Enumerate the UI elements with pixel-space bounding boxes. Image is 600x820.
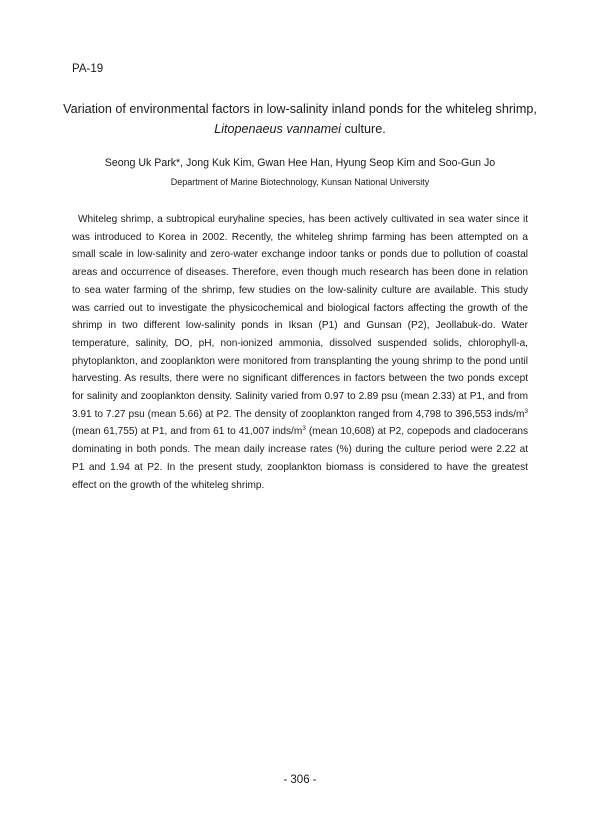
abstract-text-2: (mean 61,755) at P1, and from 61 to 41,007 inds/m	[72, 426, 303, 438]
title-text-end: culture.	[344, 122, 386, 136]
title-text: Variation of environmental factors in low-salinity inland ponds for the whiteleg shrimp,	[63, 102, 537, 116]
paper-code: PA-19	[72, 63, 104, 75]
abstract-text-3: (mean 10,608) at P2, copepods and cladocerans dominating in both ponds. The mean daily increase rates (%) during the culture period were 2.22 at P1 and 1.94 at P2. In the present study, zooplankton biomass is considered to have the greatest effect on the growth of the whiteleg shrimp.	[72, 426, 528, 491]
author-list: Seong Uk Park*, Jong Kuk Kim, Gwan Hee Han, Hyung Seop Kim and Soo-Gun Jo	[104, 157, 496, 169]
page-number: - 306 -	[283, 774, 317, 786]
paper-title	[60, 99, 540, 139]
superscript-3: 3	[524, 407, 528, 415]
superscript-3: 3	[302, 425, 306, 433]
abstract-text-1: Whiteleg shrimp, a subtropical euryhaline species, has been actively cultivated in sea water since it was introduced to Korea in 2002. Recently, the whiteleg shrimp farming has been attempted on a small scale in low-salinity and zero-water exchange indoor tanks or ponds due to pollution of coastal areas and occurrence of diseases. Therefore, even though much research has been done in relation to sea water farming of the shrimp, few studies on the low-salinity culture are available. This study was carried out to investigate the physicochemical and biological factors affecting the growth of the shrimp in two different low-salinity ponds in Iksan (P1) and Gunsan (P2), Jeollabuk-do. Water temperature, salinity, DO, pH, non-ionized ammonia, dissolved suspended solids, chlorophyll-a, phytoplankton, and zooplankton were monitored from transplanting the young shrimp to the pond until harvesting. As results, there were no significant differences in factors between the two ponds except for salinity and zooplankton density. Salinity varied from 0.97 to 2.89 psu (mean 2.33) at P1, and from 3.91 to 7.27 psu (mean 5.66) at P2. The density of zooplankton ranged from 4,798 to 396,553 inds/m	[72, 214, 528, 420]
title-species-name: Litopenaeus vannamei	[214, 122, 341, 136]
affiliation: Department of Marine Biotechnology, Kunsan National University	[170, 177, 430, 187]
abstract-body	[72, 211, 528, 494]
